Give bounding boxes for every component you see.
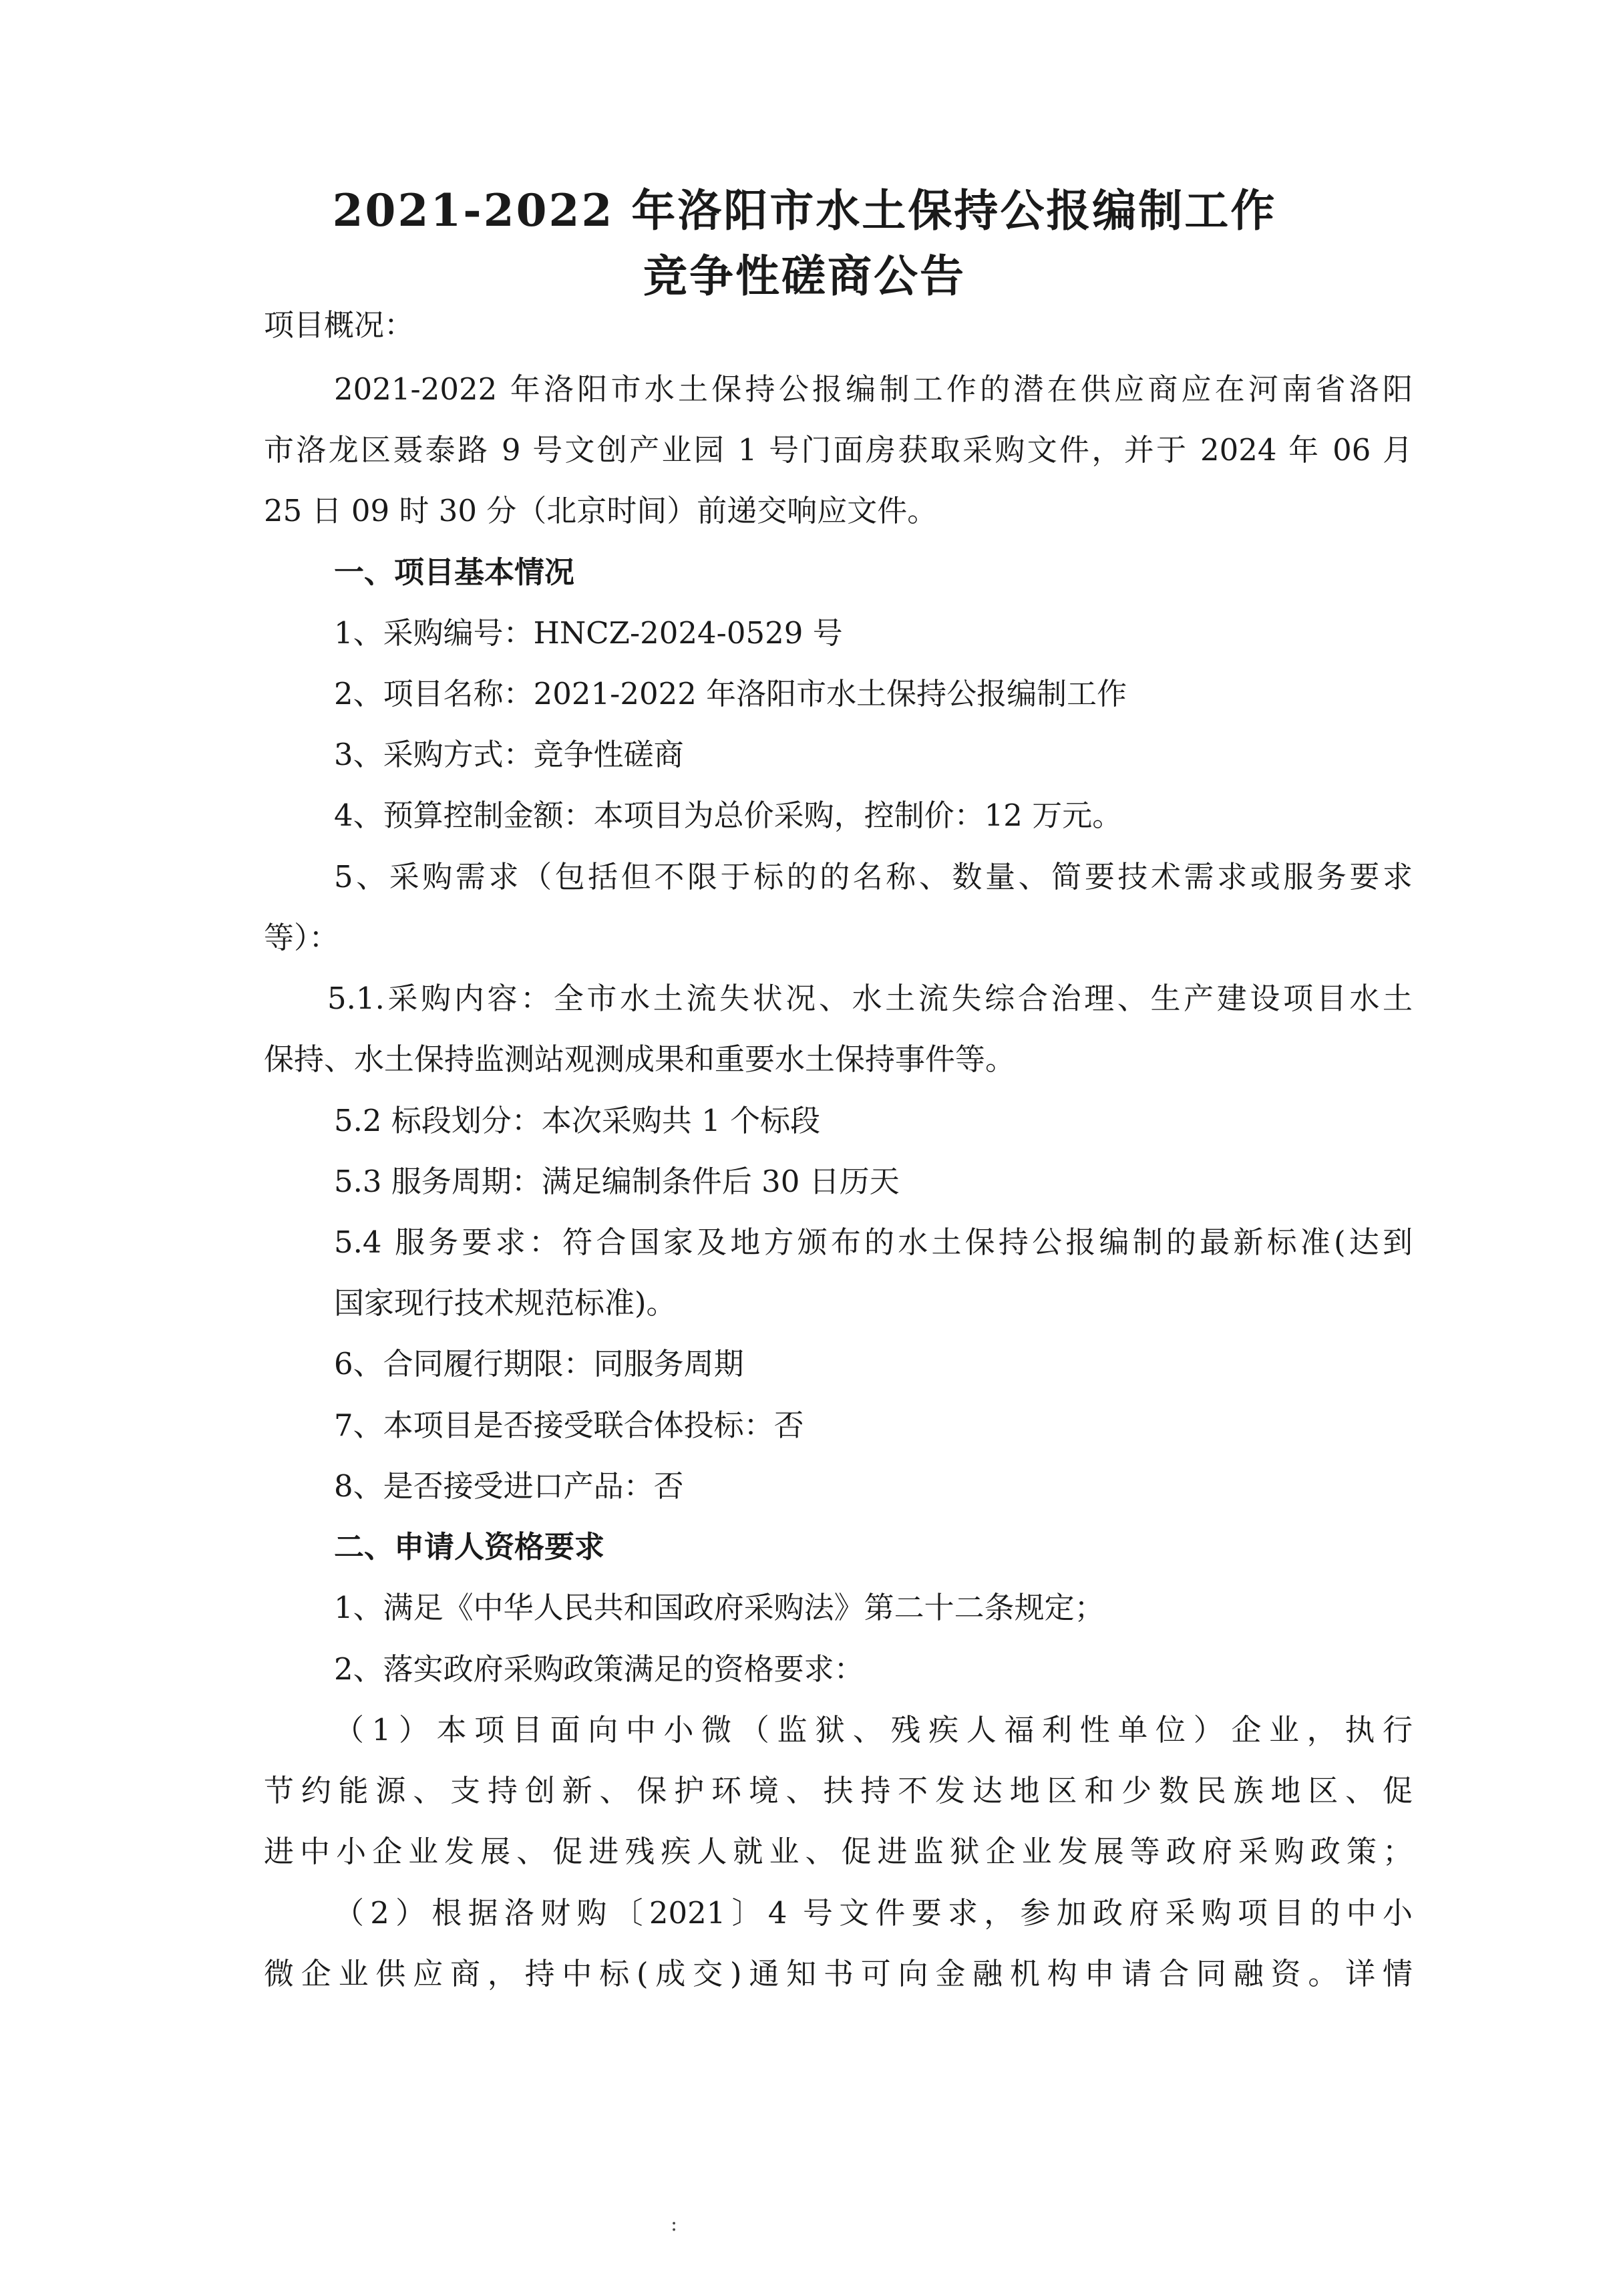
list-item: 4、预算控制金额：本项目为总价采购，控制价：12 万元。 (334, 798, 1123, 833)
section-heading-2: 二、申请人资格要求 (334, 1529, 605, 1565)
list-item-continued: 等）： (264, 920, 339, 955)
overview-heading: 项目概况： (264, 307, 415, 343)
list-item-continued: 微企业供应商，持中标(成交)通知书可向金融机构申请合同融资。详情 (264, 1956, 1413, 1991)
list-item: （1）本项目面向中小微（监狱、残疾人福利性单位）企业，执行 (334, 1712, 1413, 1748)
overview-paragraph-line: 25 日 09 时 30 分（北京时间）前递交响应文件。 (264, 493, 938, 528)
title-line-2: 竞争性磋商公告 (643, 250, 966, 302)
overview-paragraph-line: 市洛龙区聂泰路 9 号文创产业园 1 号门面房获取采购文件，并于 2024 年 06 月 (264, 432, 1413, 468)
list-item: 5、采购需求（包括但不限于标的的名称、数量、简要技术需求或服务要求 (334, 859, 1413, 894)
list-item-continued: 进中小企业发展、促进残疾人就业、促进监狱企业发展等政府采购政策； (264, 1834, 1413, 1869)
list-item: 5.3 服务周期：满足编制条件后 30 日历天 (334, 1164, 900, 1199)
list-item: 1、采购编号：HNCZ-2024-0529 号 (334, 615, 843, 651)
list-item: 2、项目名称：2021-2022 年洛阳市水土保持公报编制工作 (334, 676, 1127, 711)
list-item: 2、落实政府采购政策满足的资格要求： (334, 1651, 864, 1687)
list-item: 7、本项目是否接受联合体投标：否 (334, 1408, 804, 1443)
list-item-continued: 节约能源、支持创新、保护环境、扶持不发达地区和少数民族地区、促 (264, 1773, 1413, 1808)
list-item: 1、满足《中华人民共和国政府采购法》第二十二条规定； (334, 1590, 1105, 1625)
list-item: 3、采购方式：竞争性磋商 (334, 737, 684, 772)
title-line-1: 2021-2022 年洛阳市水土保持公报编制工作 (332, 184, 1277, 236)
list-item: 5.1.采购内容：全市水土流失状况、水土流失综合治理、生产建设项目水土 (327, 981, 1413, 1016)
list-item: 5.4 服务要求：符合国家及地方颁布的水土保持公报编制的最新标准(达到 (334, 1224, 1413, 1260)
list-item: （2）根据洛财购〔2021〕4 号文件要求，参加政府采购项目的中小 (334, 1895, 1413, 1931)
list-item: 6、合同履行期限：同服务周期 (334, 1346, 744, 1381)
list-item: 5.2 标段划分：本次采购共 1 个标段 (334, 1103, 821, 1138)
list-item-continued: 保持、水土保持监测站观测成果和重要水土保持事件等。 (264, 1041, 1016, 1077)
section-heading-1: 一、项目基本情况 (334, 554, 575, 590)
list-item: 8、是否接受进口产品：否 (334, 1468, 684, 1504)
overview-paragraph-line: 2021-2022 年洛阳市水土保持公报编制工作的潜在供应商应在河南省洛阳 (334, 371, 1413, 407)
scan-mark: : (671, 2212, 678, 2236)
list-item-continued: 国家现行技术规范标准)。 (334, 1285, 677, 1321)
